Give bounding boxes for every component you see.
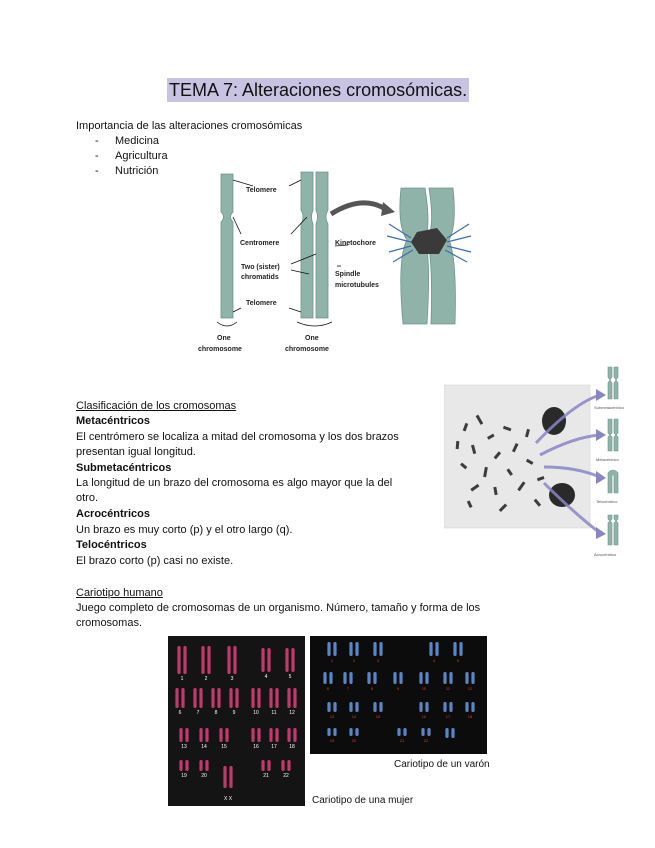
karyotype-chromosome [179,760,182,771]
karyotype-number: 22 [283,773,289,779]
duplicated-chromosome [301,172,328,318]
karyotype-chromosome [393,672,396,684]
karyotype-chromosome [349,642,352,656]
karyotype-chromosome [453,642,456,656]
karyotype-chromosome [443,702,446,712]
type-acrocentric-name: Acrocéntricos [76,508,150,520]
karyotype-chromosome [333,642,336,656]
karyotype-number: 12 [467,686,473,691]
karyotype-number: 11 [271,710,277,716]
karyotype-chromosome [201,646,204,674]
karyotype-chromosome [293,728,296,742]
karyotype-chromosome [199,728,202,742]
label-chromosome-2: chromosome [285,346,329,353]
karyotype-number: 20 [201,773,207,779]
karyotype-chromosome [269,688,272,708]
karyotype-chromosome [251,688,254,708]
label-one-1: One [217,335,231,342]
female-karyotype-image [168,636,305,806]
karyotype-number: 21 [263,773,269,779]
karyotype-chromosome [373,702,376,712]
karyotype-number: 16 [253,744,259,750]
label-centromere: Centromere [240,240,280,247]
karyotype-chromosome [251,728,254,742]
karyotype-number: 6 [178,710,182,716]
karyotype-chromosome [399,672,402,684]
karyotype-desc-2: cromosomas. [76,617,143,629]
karyotype-number: 14 [351,714,357,719]
karyotype-chromosome [355,702,358,712]
label-acrocentrico: Acrocéntrico [594,552,617,557]
karyotype-chromosome [281,760,284,771]
karyotype-number: 13 [329,714,335,719]
male-karyotype-caption: Cariotipo de un varón [394,759,490,770]
karyotype-chromosome [445,728,448,738]
karyotype-chromosome [471,672,474,684]
karyotype-number: 9 [232,710,236,716]
karyotype-number: 7 [196,710,200,716]
karyotype-number: 5 [456,658,460,663]
karyotype-number: 6 [326,686,330,691]
karyotype-chromosome [185,760,188,771]
karyotype-chromosome [465,702,468,712]
type-metacentric-name: Metacéntricos [76,415,150,427]
karyotype-number: 8 [214,710,218,716]
karyotype-chromosome [427,728,430,736]
karyotype-chromosome [349,702,352,712]
type-metacentric-desc-1: El centrómero se localiza a mitad del cromosoma y los dos brazos [76,431,399,443]
karyotype-chromosome [205,760,208,771]
type-acrocentric-desc: Un brazo es muy corto (p) y el otro largo (q). [76,524,293,536]
karyotype-chromosome [419,702,422,712]
karyotype-number: X X [223,796,233,802]
label-telocentrico: Telocéntrico [596,499,618,504]
label-sister-2: chromatids [241,274,279,281]
chromosome-structure-figure [195,166,475,358]
label-spindle-1: Spindle [335,271,361,278]
label-chromosome-1: chromosome [198,346,242,353]
chromosome-types-figure [444,363,640,558]
bullet-nutricion: Nutrición [115,165,159,177]
label-sister-1: Two (sister) [241,264,280,271]
label-kinetochore: Kinetochore [335,240,376,247]
karyotype-chromosome [465,672,468,684]
karyotype-chromosome [175,688,178,708]
bullet-marker: - [95,165,99,177]
karyotype-chromosome [355,642,358,656]
karyotype-heading: Cariotipo humano [76,587,163,599]
karyotype-number: 13 [181,744,187,750]
bullet-agricultura: Agricultura [115,150,168,162]
karyotype-chromosome [261,648,264,672]
karyotype-number: 22 [423,738,429,743]
karyotype-chromosome [207,646,210,674]
karyotype-chromosome [327,728,330,736]
karyotype-number: 18 [289,744,295,750]
karyotype-chromosome [373,672,376,684]
karyotype-chromosome [257,728,260,742]
page-title: TEMA 7: Alteraciones cromosómicas. [169,80,468,100]
type-submetacentric-desc-2: otro. [76,492,99,504]
karyotype-chromosome [449,702,452,712]
karyotype-chromosome [183,646,186,674]
karyotype-chromosome [267,760,270,771]
karyotype-chromosome [419,672,422,684]
karyotype-chromosome [275,728,278,742]
single-chromosome [221,174,233,318]
karyotype-number: 1 [330,658,334,663]
karyotype-number: 4 [264,674,268,680]
label-metacentrico: Metacéntrico [596,457,619,462]
karyotype-chromosome [285,648,288,672]
karyotype-chromosome [333,728,336,736]
karyotype-chromosome [459,642,462,656]
label-telomere-top: Telomere [246,187,277,194]
karyotype-number: 2 [204,676,208,682]
bullet-marker: - [95,150,99,162]
karyotype-chromosome [449,672,452,684]
bullet-marker: - [95,135,99,147]
female-karyotype-caption: Cariotipo de una mujer [312,795,414,806]
zoomed-centromere [387,188,471,324]
karyotype-number: 16 [421,714,427,719]
karyotype-chromosome [327,642,330,656]
karyotype-number: 9 [396,686,400,691]
karyotype-chromosome [267,648,270,672]
karyotype-chromosome [379,702,382,712]
label-one-2: One [305,335,319,342]
karyotype-chromosome [179,728,182,742]
karyotype-chromosome [293,688,296,708]
chromosome-type-icons [608,367,618,545]
karyotype-number: 4 [432,658,436,663]
karyotype-number: 21 [399,738,405,743]
karyotype-chromosome [443,672,446,684]
karyotype-chromosome [287,688,290,708]
type-telocentric-name: Telocéntricos [76,539,147,551]
karyotype-chromosome [429,642,432,656]
bullet-medicina: Medicina [115,135,160,147]
karyotype-chromosome [269,728,272,742]
karyotype-chromosome [229,688,232,708]
karyotype-number: 8 [370,686,374,691]
karyotype-number: 15 [375,714,381,719]
karyotype-number: 5 [288,674,292,680]
classification-heading: Clasificación de los cromosomas [76,400,237,412]
male-karyotype-image [310,636,487,806]
karyotype-number: 7 [346,686,350,691]
karyotype-number: 15 [221,744,227,750]
karyotype-chromosome [275,688,278,708]
karyotype-chromosome [193,688,196,708]
karyotype-chromosome [205,728,208,742]
karyotype-number: 10 [253,710,259,716]
karyotype-number: 3 [230,676,234,682]
karyotype-chromosome [181,688,184,708]
karyotype-chromosome [261,760,264,771]
karyotype-chromosome [219,728,222,742]
label-telomere-bottom: Telomere [246,300,277,307]
karyotype-number: 18 [467,714,473,719]
karyotype-number: 19 [329,738,335,743]
karyotype-number: 17 [445,714,451,719]
karyotype-chromosome [217,688,220,708]
karyotype-chromosome [329,672,332,684]
type-metacentric-desc-2: presentan igual longitud. [76,446,196,458]
karyotype-chromosome [373,642,376,656]
importance-heading: Importancia de las alteraciones cromosómicas [76,120,303,132]
karyotype-chromosome [355,728,358,736]
karyotype-chromosome [323,672,326,684]
karyotype-number: 20 [351,738,357,743]
karyotype-number: 17 [271,744,277,750]
karyotype-chromosome [403,728,406,736]
karyotype-chromosome [223,766,226,788]
karyotype-number: 2 [352,658,356,663]
karyotype-number: 3 [376,658,380,663]
karyotype-chromosome [349,672,352,684]
type-submetacentric-desc-1: La longitud de un brazo del cromosoma es algo mayor que la del [76,477,393,489]
karyotype-chromosome [397,728,400,736]
karyotype-chromosome [333,702,336,712]
karyotype-chromosome [199,688,202,708]
karyotype-chromosome [177,646,180,674]
label-spindle-2: microtubules [335,282,379,289]
karyotype-number: 12 [289,710,295,716]
karyotype-chromosome [225,728,228,742]
karyotype-chromosome [343,672,346,684]
karyotype-chromosome [211,688,214,708]
karyotype-chromosome [227,646,230,674]
karyotype-chromosome [425,672,428,684]
karyotype-number: 14 [201,744,207,750]
karyotype-chromosome [185,728,188,742]
karyotype-chromosome [287,760,290,771]
karyotype-chromosome [379,642,382,656]
karyotype-number: 1 [180,676,184,682]
karyotype-chromosome [327,702,330,712]
karyotype-chromosome [235,688,238,708]
karyotype-number: 11 [445,686,451,691]
karyotype-chromosome [435,642,438,656]
karyotype-number: 19 [181,773,187,779]
karyotype-chromosome [451,728,454,738]
karyotype-number: 10 [421,686,427,691]
karyotype-chromosome [425,702,428,712]
type-submetacentric-name: Submetacéntricos [76,462,172,474]
karyotype-chromosome [367,672,370,684]
type-telocentric-desc: El brazo corto (p) casi no existe. [76,555,234,567]
label-submetacentrico: Submetacéntrico [594,405,625,410]
karyotype-chromosome [199,760,202,771]
karyotype-chromosome [291,648,294,672]
karyotype-desc-1: Juego completo de cromosomas de un organismo. Número, tamaño y forma de los [76,602,481,614]
karyotype-chromosome [421,728,424,736]
karyotype-chromosome [233,646,236,674]
karyotype-chromosome [349,728,352,736]
karyotype-chromosome [257,688,260,708]
karyotype-chromosome [229,766,232,788]
karyotype-chromosome [471,702,474,712]
karyotype-chromosome [287,728,290,742]
